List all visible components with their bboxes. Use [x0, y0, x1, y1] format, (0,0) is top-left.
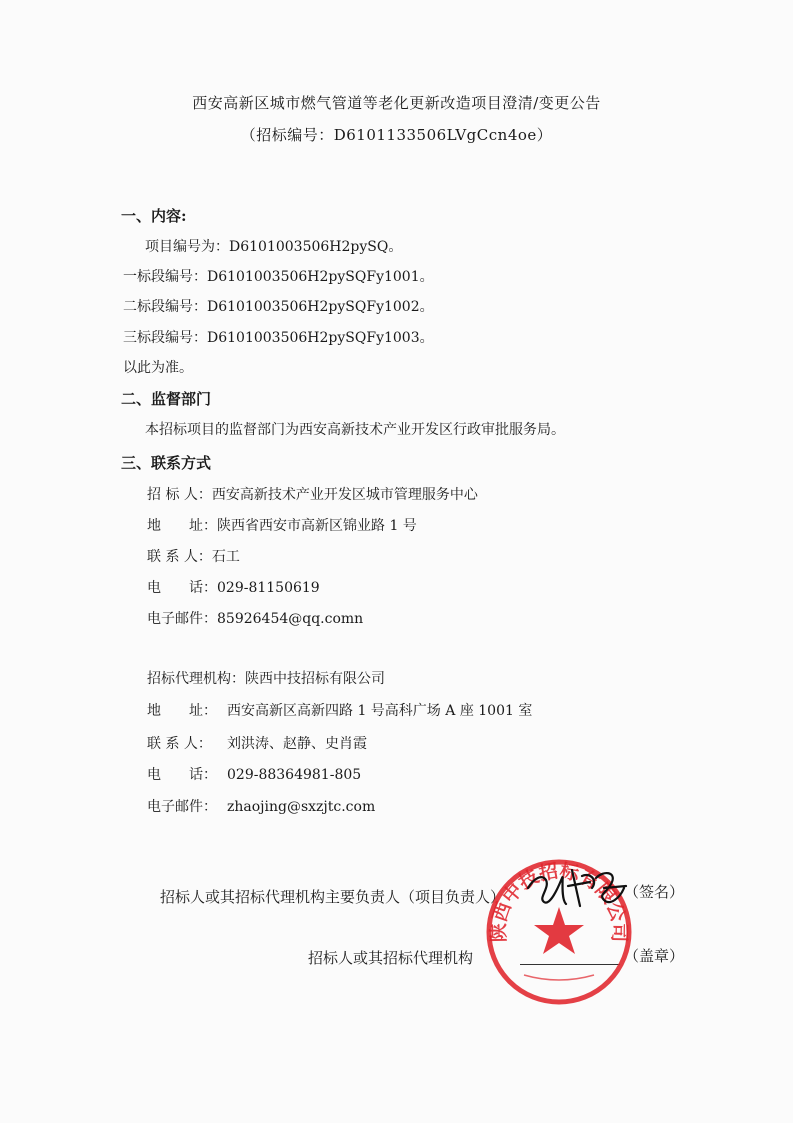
handwritten-signature [520, 858, 630, 918]
project-number-line: 项目编号为：D6101003506H2pySQ。 [145, 239, 403, 255]
field-value: zhaojing@sxzjtc.com [227, 799, 376, 815]
field-label: 电子邮件： [147, 799, 217, 815]
field-label: 电 话： [147, 767, 217, 783]
agency-phone-row [147, 764, 361, 784]
field-label: 招 标 人： [147, 487, 212, 503]
field-label: 电子邮件： [147, 611, 217, 627]
tenderer-phone-row [147, 577, 320, 597]
field-label: 地 址： [147, 703, 217, 719]
agency-email-row [147, 796, 375, 816]
field-label: 电 话： [147, 580, 217, 596]
lot-1-number-line: 一标段编号：D6101003506H2pySQFy1001。 [123, 269, 434, 285]
seal-line-suffix: （盖章） [624, 947, 685, 965]
field-label: 地 址： [147, 518, 217, 534]
agency-address-row [147, 700, 532, 720]
field-value: 西安高新区高新四路 1 号高科广场 A 座 1001 室 [227, 703, 533, 719]
field-value: 陕西省西安市高新区锦业路 1 号 [217, 518, 417, 534]
seal-text: 陕西中技招标有限公司 [487, 860, 631, 943]
field-label: 招标代理机构： [147, 671, 245, 687]
field-label: 联 系 人： [147, 549, 212, 565]
field-value: 西安高新技术产业开发区城市管理服务中心 [211, 487, 478, 503]
field-value: 陕西中技招标有限公司 [245, 671, 385, 687]
field-value: 029-88364981-805 [227, 767, 362, 783]
page-title: 西安高新区城市燃气管道等老化更新改造项目澄清/变更公告 [192, 94, 601, 112]
seal-line-text: 招标人或其招标代理机构 [308, 949, 474, 967]
tenderer-name-row [147, 484, 478, 504]
lot-3-number-line: 三标段编号：D6101003506H2pySQFy1003。 [123, 330, 434, 346]
section-2-heading: 二、监督部门 [121, 390, 212, 408]
supervision-text: 本招标项目的监督部门为西安高新技术产业开发区行政审批服务局。 [145, 422, 565, 438]
confirm-line: 以此为准。 [123, 360, 193, 376]
agency-contact-row [147, 733, 367, 753]
lot-2-number-line: 二标段编号：D6101003506H2pySQFy1002。 [123, 299, 434, 315]
field-value: 石工 [211, 549, 240, 565]
agency-name-row [147, 668, 385, 688]
tender-number: （招标编号：D6101133506LVgCcn4oe） [240, 126, 553, 144]
tenderer-address-row [147, 515, 417, 535]
section-1-heading: 一、内容: [121, 207, 187, 225]
signature-line-suffix: （签名） [624, 883, 685, 901]
field-value: 刘洪涛、赵静、史肖霞 [227, 736, 367, 752]
field-label: 联 系 人： [147, 736, 212, 752]
tenderer-email-row [147, 608, 363, 628]
field-value: 85926454@qq.comn [217, 611, 364, 627]
section-3-heading: 三、联系方式 [121, 454, 212, 472]
tenderer-contact-row [147, 546, 240, 566]
field-value: 029-81150619 [217, 580, 320, 596]
signature-line-text: 招标人或其招标代理机构主要负责人（项目负责人） [160, 888, 506, 906]
